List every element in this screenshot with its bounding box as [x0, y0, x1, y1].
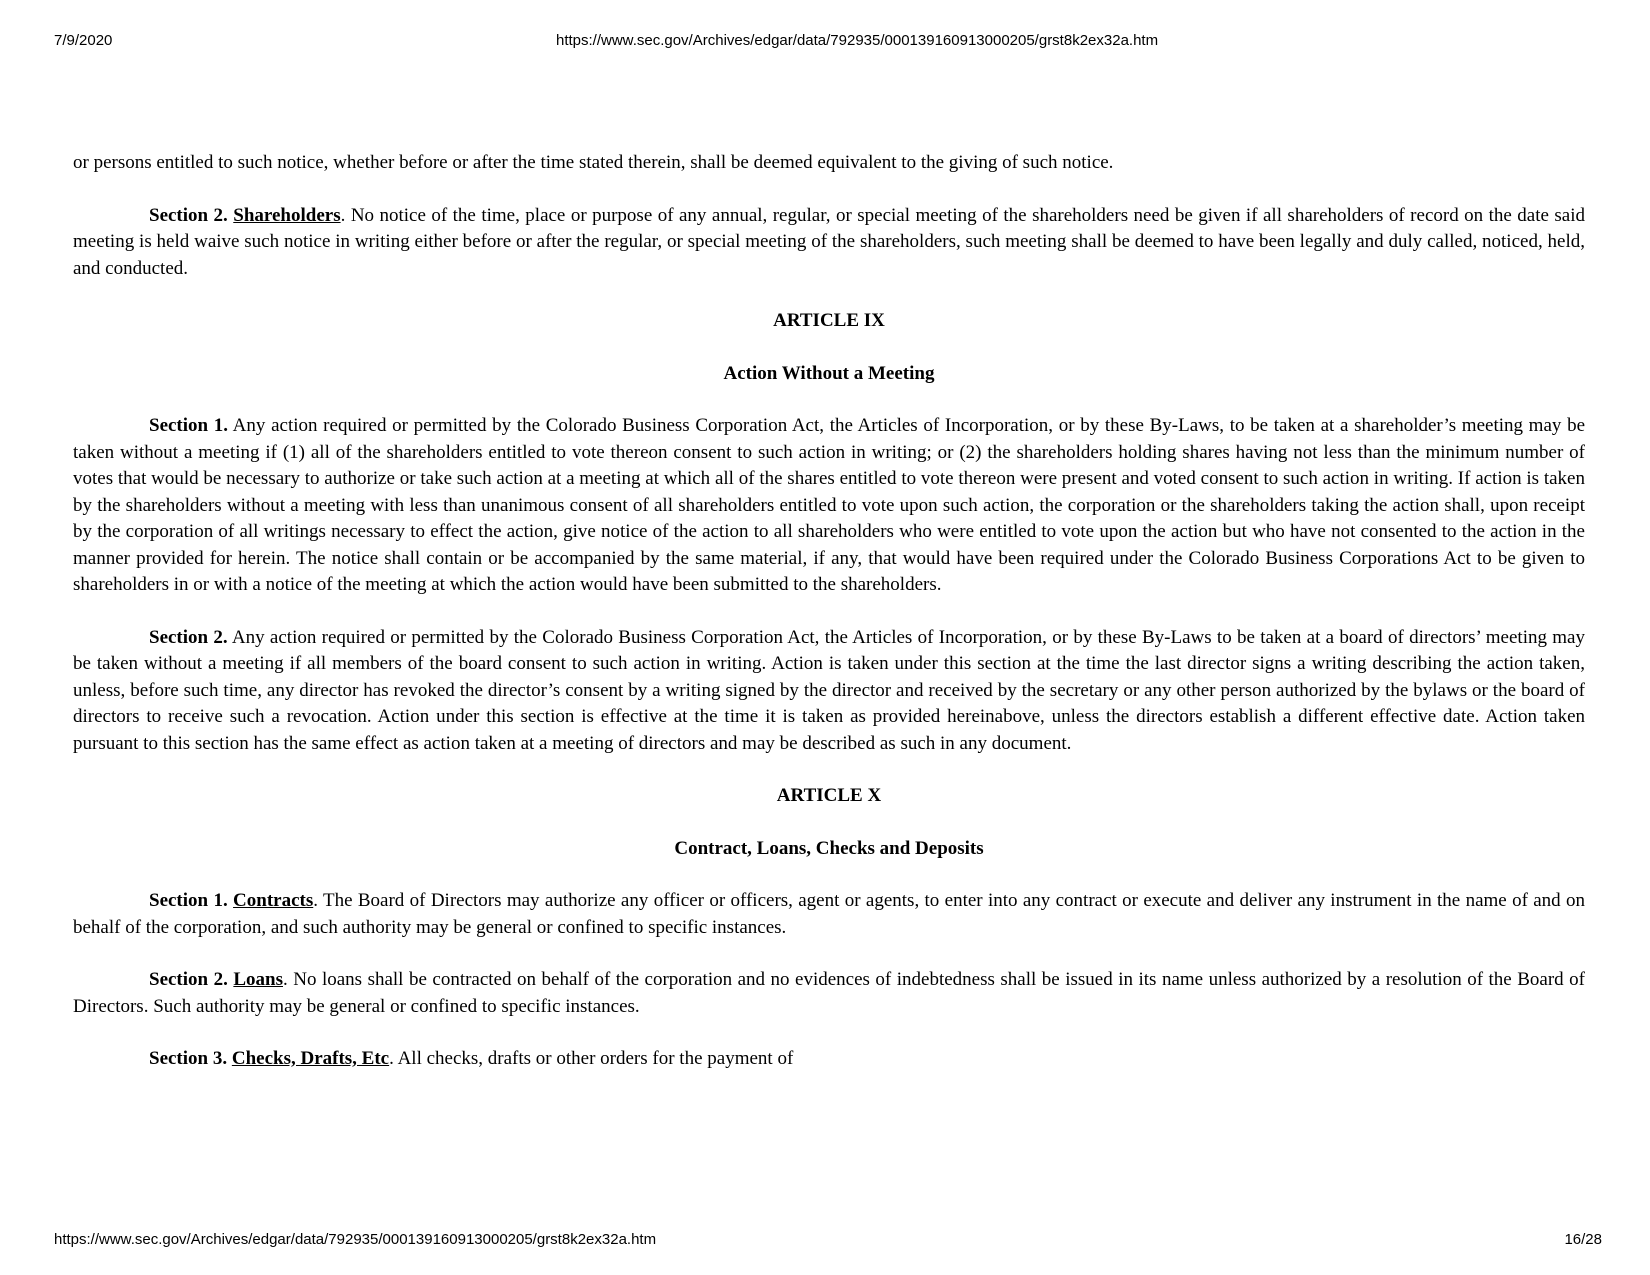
section-text: . All checks, drafts or other orders for the payment of — [389, 1048, 794, 1069]
section-title: Shareholders — [233, 204, 341, 226]
document-body — [73, 150, 1585, 1099]
section-text: Any action required or permitted by the Colorado Business Corporation Act, the Articles of Incorporation, or by these By-Laws, to be taken at a shareholder’s meeting may be taken without a meeting if (1) all of the shareholders entitled to vote thereon consent to such action in writing; or (2) the shareholders holding shares having not less than the minimum number of votes that would be necessary to authorize or take such action at a meeting at which all of the shares entitled to vote thereon were present and voted consent to such action in writing. If action is taken by the shareholders without a meeting with less than unanimous consent of all shareholders entitled to vote upon such action, the corporation or the shareholders taking the action shall, upon receipt by the corporation of all writings necessary to effect the action, give notice of the action to all shareholders who were entitled to vote upon the action but who have not consented to the action in the manner provided for herein. The notice shall contain or be accompanied by the same material, if any, that would have been required under the Colorado Business Corporations Act to be given to shareholders in or with a notice of the meeting at which the action would have been submitted to the shareholders. — [73, 415, 1586, 595]
article-x-section-3 — [73, 1046, 1585, 1073]
section-text: . No notice of the time, place or purpose of any annual, regular, or special meeting of the shareholders need be given if all shareholders of record on the date said meeting is held waive such notice in writing either before or after the regular, or special meeting of the shareholders, such meeting shall be deemed to have been legally and duly called, noticed, held, and conducted. — [73, 204, 1585, 279]
section-text: . No loans shall be contracted on behalf of the corporation and no evidences of indebtedness shall be issued in its name unless authorized by a resolution of the Board of Directors. Such authority may be general or confined to specific instances. — [73, 969, 1585, 1017]
page-number: 16/28 — [1564, 1231, 1602, 1248]
section-title: Checks, Drafts, Etc — [231, 1048, 390, 1069]
article-x-subheading: Contract, Loans, Checks and Deposits — [674, 837, 984, 859]
article-x-heading: ARTICLE X — [776, 785, 882, 806]
section-label: Section 2. — [149, 204, 234, 226]
article-ix-section-2 — [73, 625, 1585, 758]
article-ix-subheading: Action Without a Meeting — [723, 362, 935, 384]
article-x-section-2 — [73, 967, 1585, 1020]
shareholders-paragraph — [73, 203, 1585, 283]
article-ix-section-1 — [73, 413, 1585, 599]
article-ix-heading: ARTICLE IX — [773, 310, 885, 331]
section-label: Section 3. — [149, 1048, 232, 1069]
continuation-paragraph: or persons entitled to such notice, whether before or after the time stated therein, shall be deemed equivalent to the giving of such notice. — [73, 152, 1114, 173]
footer-url: https://www.sec.gov/Archives/edgar/data/792935/000139160913000205/grst8k2ex32a.htm — [54, 1231, 657, 1248]
article-x-section-1 — [73, 888, 1585, 941]
section-label: Section 2. — [149, 969, 234, 990]
section-label: Section 1. — [149, 890, 234, 911]
print-date: 7/9/2020 — [54, 32, 113, 49]
header-url: https://www.sec.gov/Archives/edgar/data/792935/000139160913000205/grst8k2ex32a.htm — [556, 32, 1159, 49]
section-text: Any action required or permitted by the Colorado Business Corporation Act, the Articles of Incorporation, or by these By-Laws to be taken at a board of directors’ meeting may be taken without a meeting if all members of the board consent to such action in writing. Action is taken under this section at the time the last director signs a writing describing the action taken, unless, before such time, any director has revoked the director’s consent by a writing signed by the director and received by the secretary or any other person authorized by the bylaws or the board of directors to receive such a revocation. Action under this section is effective at the time it is taken as provided hereinabove, unless the directors establish a different effective date. Action taken pursuant to this section has the same effect as action taken at a meeting of directors and may be described as such in any document. — [73, 626, 1585, 754]
section-title: Loans — [233, 969, 283, 990]
section-label: Section 1. — [149, 415, 229, 436]
section-title: Contracts — [233, 890, 314, 911]
section-label: Section 2. — [149, 626, 228, 648]
section-text: . The Board of Directors may authorize any officer or officers, agent or agents, to enter into any contract or execute and deliver any instrument in the name of and on behalf of the corporation, and such authority may be general or confined to specific instances. — [73, 890, 1586, 938]
